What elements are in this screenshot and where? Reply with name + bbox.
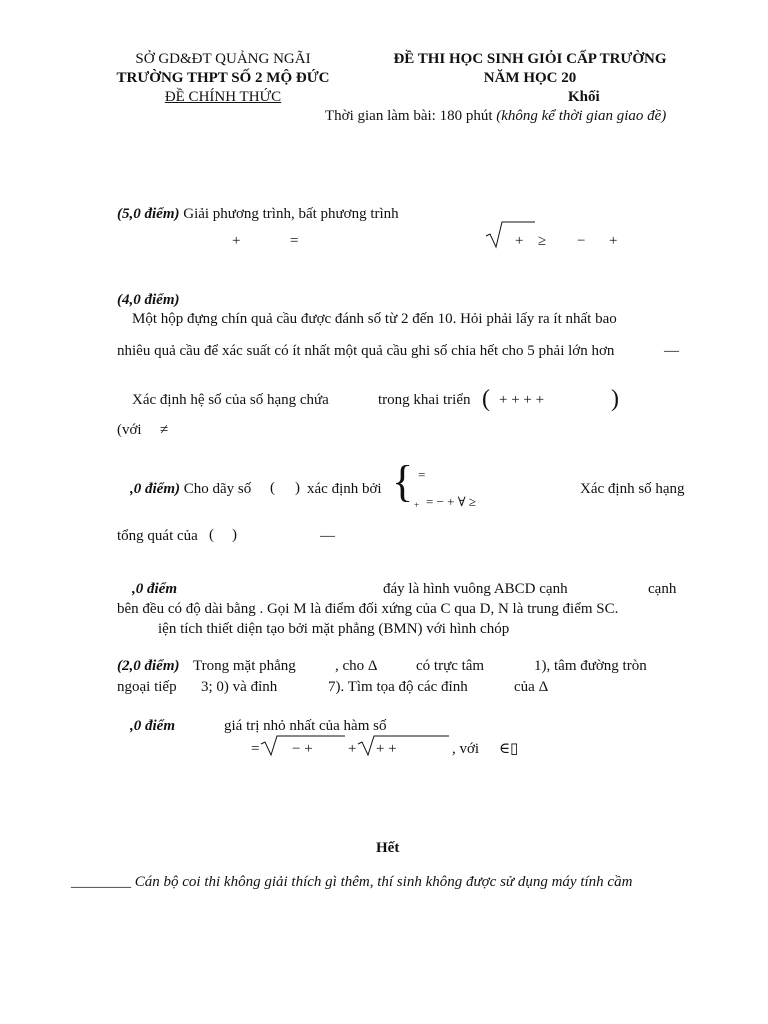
q4-text-b: cạnh — [648, 581, 677, 597]
footer-note: Cán bộ coi thi không giải thích gì thêm, thí sinh không được sử dụng máy tính cầm — [134, 874, 633, 890]
q2-line-1: Một hộp đựng chín quả cầu được đánh số từ 2 đến 10. Hỏi phải lấy ra ít nhất bao — [132, 311, 617, 327]
q2-neq: ≠ — [160, 422, 169, 438]
q1-ineq-minus: − — [577, 233, 586, 249]
q4-line-2: bên đều có độ dài bằng . Gọi M là điểm đối xứng của C qua D, N là trung điểm SC. — [117, 601, 619, 617]
q3-text-c: Xác định số hạng — [580, 481, 685, 497]
q6-expr-box: ▯ — [510, 741, 519, 757]
exam-title: ĐỀ THI HỌC SINH GIỎI CẤP TRƯỜNG — [393, 51, 667, 67]
q1-text: Giải phương trình, bất phương trình — [183, 206, 399, 222]
q3-paren-left-2: ( — [209, 527, 214, 543]
q6-expr-b: + + — [376, 741, 397, 757]
q5-points: (2,0 điểm) — [117, 658, 180, 674]
q3-paren-right: ) — [295, 480, 300, 496]
end-label: Hết — [376, 840, 400, 856]
q1-eq-equals: = — [290, 233, 299, 249]
q3-line-2: tổng quát của — [117, 528, 198, 544]
department-name: SỞ GD&ĐT QUẢNG NGÃI — [135, 51, 311, 67]
q2-left-paren: ( — [482, 386, 490, 412]
q5-line-2a: ngoại tiếp — [117, 679, 177, 695]
official-label: ĐỀ CHÍNH THỨC — [164, 89, 282, 105]
q6-radical-2 — [358, 736, 449, 755]
school-name: TRƯỜNG THPT SỐ 2 MỘ ĐỨC — [116, 70, 330, 86]
q2-line-3b: trong khai triển — [378, 392, 471, 408]
q5-line-1d: 1), tâm đường tròn — [534, 658, 647, 674]
q6-points: ,0 điểm — [130, 718, 175, 734]
q1-eq-plus: + — [232, 233, 241, 249]
q1-ineq-geq: ≥ — [538, 233, 547, 249]
q3-system-row-1: = — [418, 467, 426, 482]
q2-expansion: + + + + — [499, 392, 545, 408]
q1-points: (5,0 điểm) — [117, 206, 180, 222]
q5-line-1c: có trực tâm — [416, 658, 485, 674]
q3-system-row-2-sub: + — [414, 500, 420, 510]
q3-paren-left: ( — [270, 480, 275, 496]
q6-expr-equals: = — [251, 741, 260, 757]
q1-ineq-plus: + — [515, 233, 524, 249]
time-label: Thời gian làm bài: 180 phút — [325, 108, 493, 124]
q4-line-3: iện tích thiết diện tạo bởi mặt phẳng (BMN) với hình chóp — [158, 621, 510, 637]
question-3 — [130, 480, 251, 498]
q1-radical — [486, 222, 535, 247]
q3-points: ,0 điểm) — [130, 481, 180, 497]
q1-ineq-plus-2: + — [609, 233, 618, 249]
q3-system-brace: { — [392, 457, 414, 506]
grade-label: Khối — [568, 89, 600, 105]
footer-line — [71, 873, 632, 891]
q3-fraction-bar: — — [320, 528, 335, 544]
q6-expr-plus: + — [348, 741, 357, 757]
q6-expr-a: − + — [292, 741, 313, 757]
footer-blank: ________ — [71, 874, 131, 890]
q5-line-1b: , cho Δ — [335, 658, 378, 674]
q5-line-2c: 7). Tìm tọa độ các đỉnh — [328, 679, 468, 695]
q3-paren-right-2: ) — [232, 527, 237, 543]
q2-line-3a: Xác định hệ số của số hạng chứa — [132, 392, 329, 408]
time-line — [325, 107, 666, 125]
q6-text: giá trị nhỏ nhất của hàm số — [224, 718, 387, 734]
q5-line-2b: 3; 0) và đỉnh — [201, 679, 278, 695]
q3-system-row-2: = − + ∀ ≥ — [426, 494, 476, 509]
q5-line-1a: Trong mặt phẳng — [193, 658, 296, 674]
q2-line-4: (với — [117, 422, 142, 438]
q5-line-2d: của Δ — [514, 679, 549, 695]
q6-expr-in: ∈ — [499, 741, 511, 757]
time-note: (không kể thời gian giao đề) — [496, 108, 667, 124]
q4-points: ,0 điểm — [132, 581, 177, 597]
q2-line-2: nhiêu quả cầu để xác suất có ít nhất một quả cầu ghi số chia hết cho 5 phải lớn hơn — [117, 343, 615, 359]
school-year: NĂM HỌC 20 — [483, 70, 577, 86]
q6-expr-tail: , với — [452, 741, 480, 757]
q2-fraction-bar: — — [664, 343, 679, 359]
q4-text-a: đáy là hình vuông ABCD cạnh — [383, 581, 568, 597]
q2-right-paren: ) — [611, 386, 619, 412]
q3-text-a: Cho dãy số — [183, 481, 252, 497]
q2-points: (4,0 điểm) — [117, 292, 180, 308]
q3-text-b: xác định bởi — [307, 481, 382, 497]
question-1 — [117, 205, 399, 223]
